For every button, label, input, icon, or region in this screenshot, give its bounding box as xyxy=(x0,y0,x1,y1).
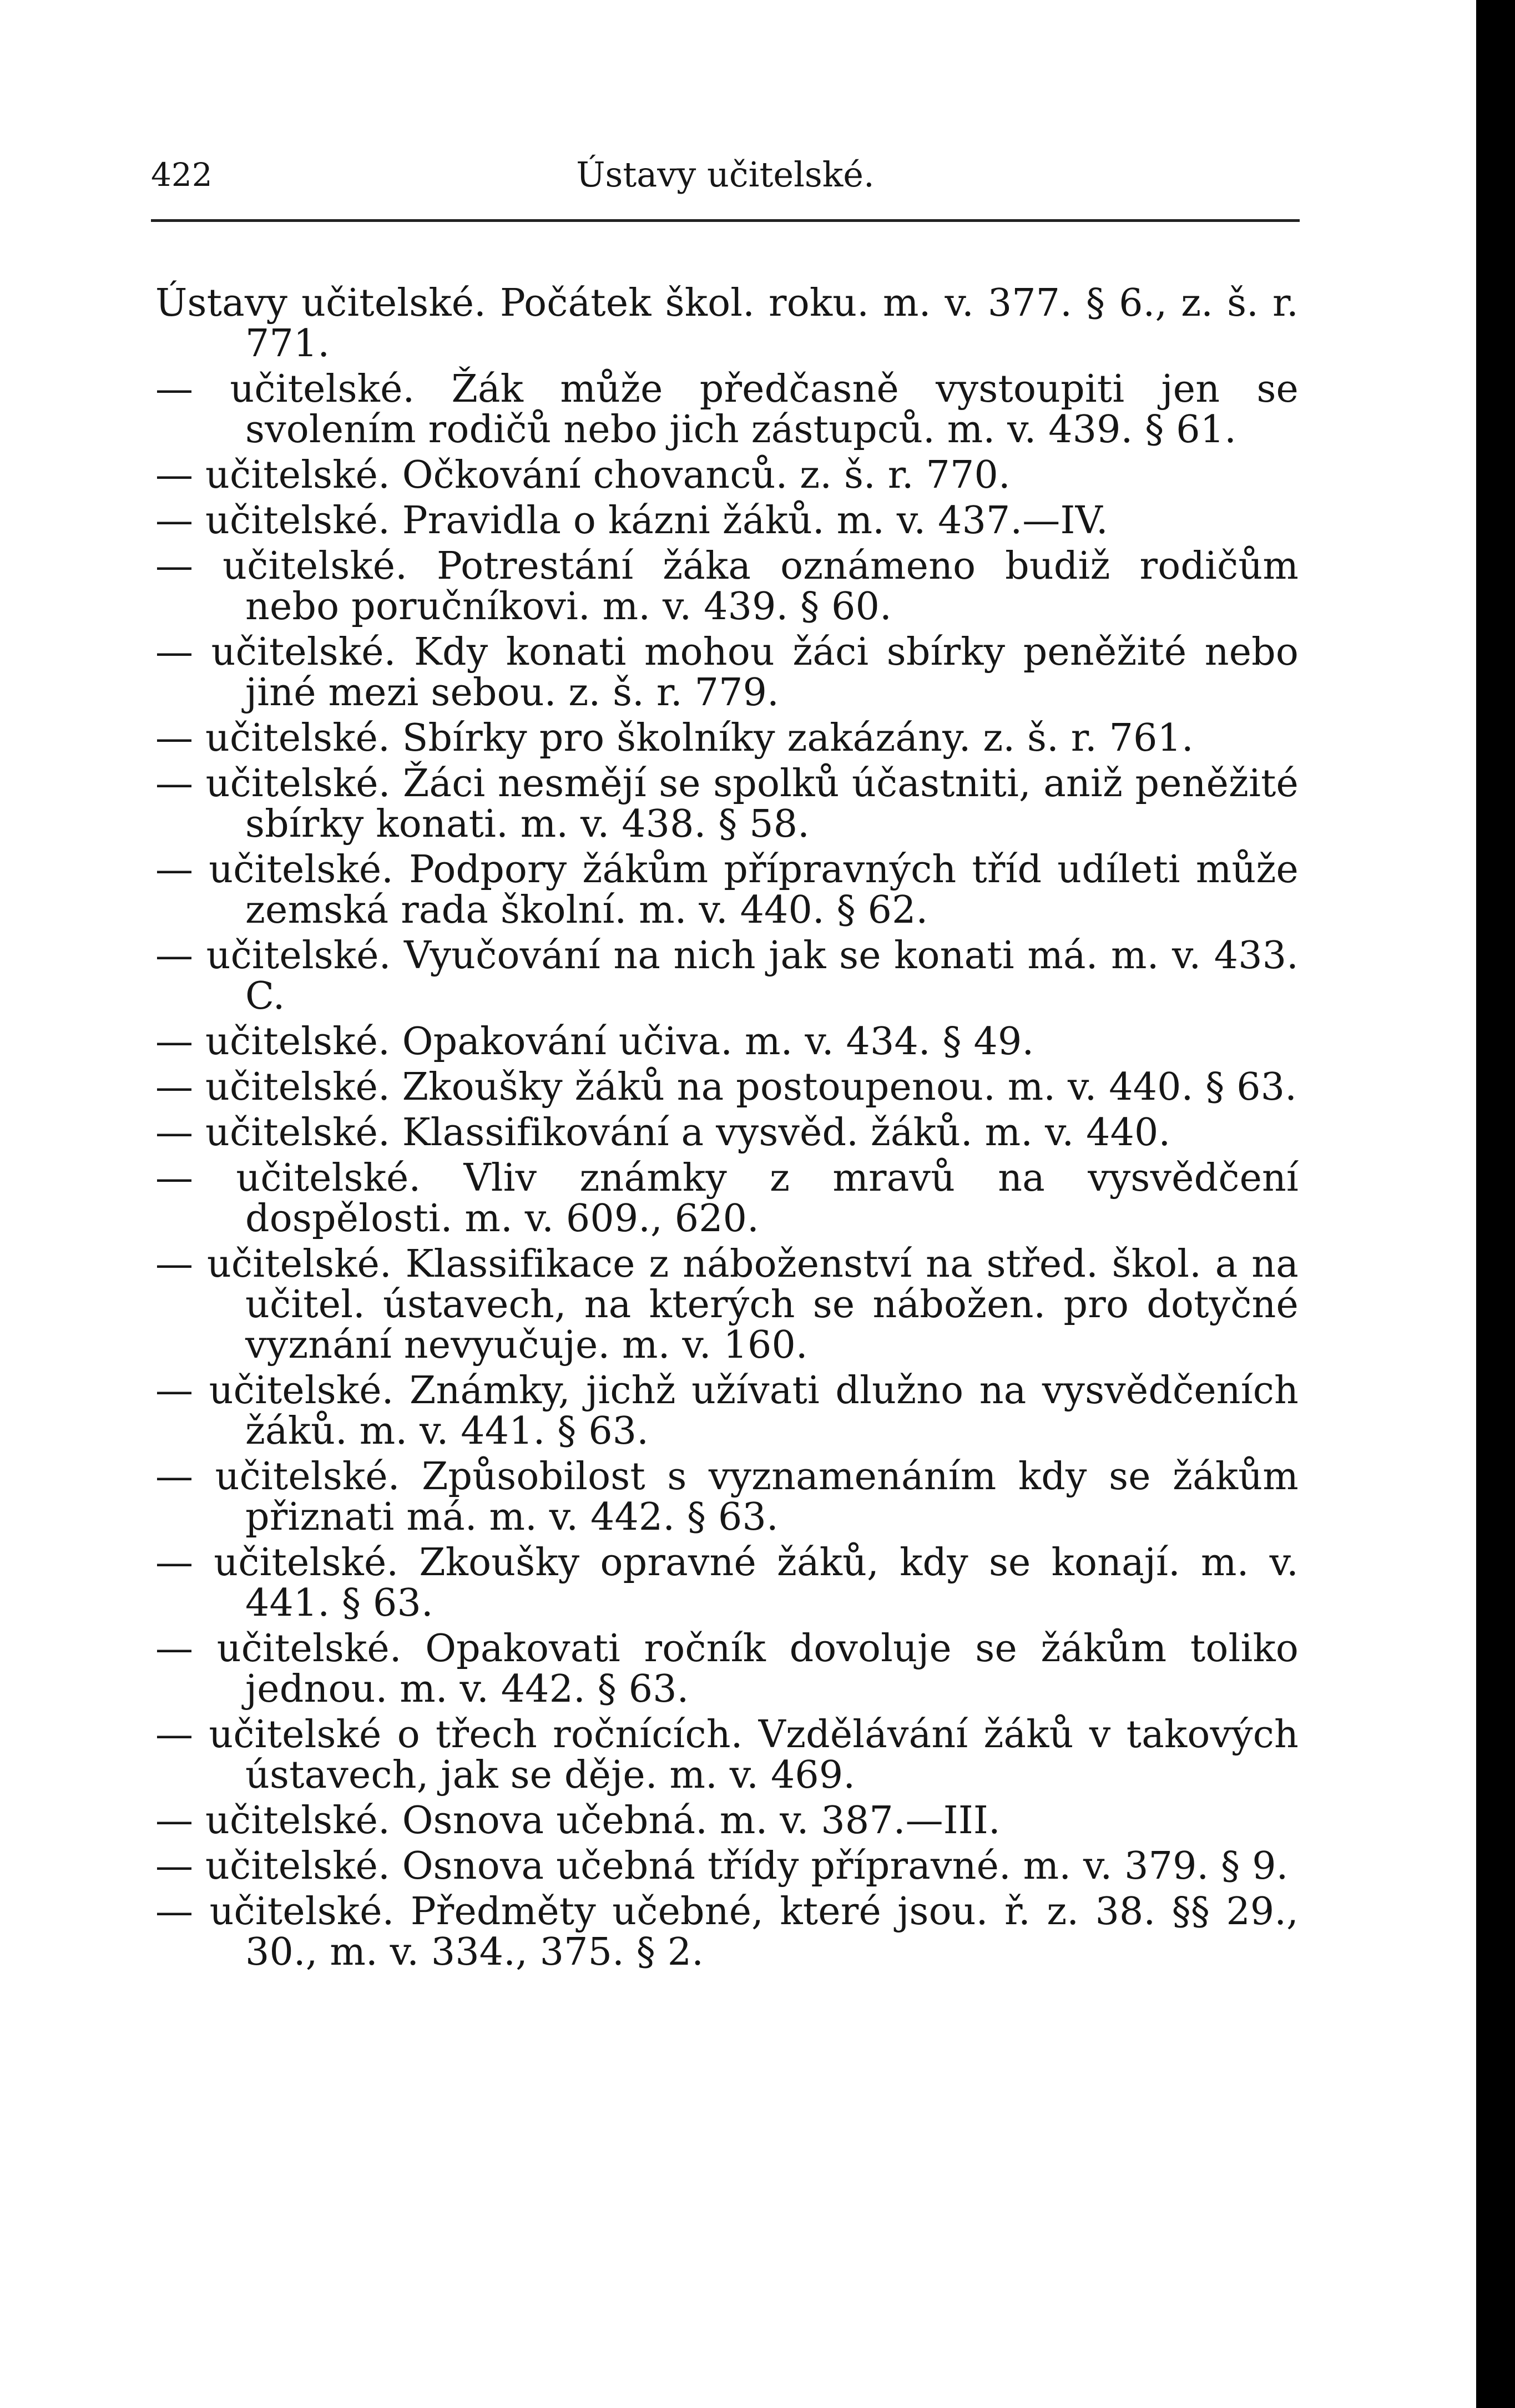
index-entry xyxy=(155,1846,1299,1886)
entry-text: — učitelské. Způsobilost s vyznamenáním kdy se žákům přiznati má. m. v. 442. § 63. xyxy=(155,1455,1299,1539)
entry-text: — učitelské. Známky, jichž užívati dlužno na vysvědčeních žáků. m. v. 441. § 63. xyxy=(155,1369,1299,1453)
entry-text: — učitelské. Klassifikace z náboženství na střed. škol. a na učitel. ústavech, na kterých se nábožen. pro dotyčné vyznání nevyučuje. m. v. 160. xyxy=(155,1242,1299,1367)
entry-text: — učitelské. Sbírky pro školníky zakázány. z. š. r. 761. xyxy=(155,716,1194,760)
index-entries xyxy=(155,283,1299,1972)
entry-text: Ústavy učitelské. Počátek škol. roku. m. v. 377. § 6., z. š. r. 771. xyxy=(155,281,1299,366)
index-entry xyxy=(155,1067,1299,1107)
index-entry xyxy=(155,1370,1299,1451)
page-number: 422 xyxy=(151,156,213,194)
page-header xyxy=(151,153,1300,197)
running-title: Ústavy učitelské. xyxy=(576,154,875,195)
entry-text: — učitelské. Klassifikování a vysvěd. žáků. m. v. 440. xyxy=(155,1111,1171,1155)
entry-text: — učitelské o třech ročnících. Vzdělávání žáků v takových ústavech, jak se děje. m. v. 469. xyxy=(155,1713,1299,1797)
index-entry xyxy=(155,1112,1299,1153)
entry-text: — učitelské. Opakování učiva. m. v. 434. § 49. xyxy=(155,1020,1034,1064)
entry-text: — učitelské. Vliv známky z mravů na vysvědčení dospělosti. m. v. 609., 620. xyxy=(155,1156,1299,1241)
index-entry xyxy=(155,935,1299,1016)
index-entry xyxy=(155,849,1299,930)
scan-dark-edge xyxy=(1476,0,1515,2408)
index-entry xyxy=(155,1542,1299,1623)
entry-text: — učitelské. Žák může předčasně vystoupiti jen se svolením rodičů nebo jich zástupců. m. v. 439. § 61. xyxy=(155,367,1299,452)
entry-text: — učitelské. Podpory žákům přípravných tříd udíleti může zemská rada školní. m. v. 440. § 62. xyxy=(155,848,1299,932)
index-entry xyxy=(155,763,1299,844)
index-entry xyxy=(155,546,1299,627)
entry-text: — učitelské. Osnova učebná. m. v. 387.—III. xyxy=(155,1799,1001,1843)
index-entry xyxy=(155,455,1299,495)
index-entry xyxy=(155,718,1299,758)
index-entry xyxy=(155,500,1299,541)
entry-text: — učitelské. Osnova učebná třídy přípravné. m. v. 379. § 9. xyxy=(155,1844,1289,1888)
entry-text: — učitelské. Očkování chovanců. z. š. r. 770. xyxy=(155,453,1011,497)
entry-text: — učitelské. Potrestání žáka oznámeno budiž rodičům nebo poručníkovi. m. v. 439. § 60. xyxy=(155,544,1299,629)
index-entry xyxy=(155,1158,1299,1239)
index-entry xyxy=(155,283,1299,364)
entry-text: — učitelské. Opakovati ročník dovoluje se žákům toliko jednou. m. v. 442. § 63. xyxy=(155,1627,1299,1711)
entry-text: — učitelské. Zkoušky žáků na postoupenou. m. v. 440. § 63. xyxy=(155,1065,1297,1109)
entry-text: — učitelské. Zkoušky opravné žáků, kdy se konají. m. v. 441. § 63. xyxy=(155,1541,1299,1625)
header-divider xyxy=(151,219,1300,222)
index-entry xyxy=(155,632,1299,713)
index-entry xyxy=(155,1628,1299,1709)
entry-text: — učitelské. Žáci nesmějí se spolků účastniti, aniž peněžité sbírky konati. m. v. 438. § 58. xyxy=(155,762,1299,846)
index-entry xyxy=(155,1244,1299,1365)
index-entry xyxy=(155,1714,1299,1795)
index-entry xyxy=(155,1800,1299,1841)
entry-text: — učitelské. Vyučování na nich jak se konati má. m. v. 433. C. xyxy=(155,934,1299,1018)
index-entry xyxy=(155,369,1299,450)
entry-text: — učitelské. Kdy konati mohou žáci sbírky peněžité nebo jiné mezi sebou. z. š. r. 779. xyxy=(155,630,1299,715)
entry-text: — učitelské. Předměty učebné, které jsou. ř. z. 38. §§ 29., 30., m. v. 334., 375. § 2. xyxy=(155,1890,1299,1974)
index-entry xyxy=(155,1891,1299,1972)
index-entry xyxy=(155,1021,1299,1062)
entry-text: — učitelské. Pravidla o kázni žáků. m. v. 437.—IV. xyxy=(155,499,1108,543)
index-entry xyxy=(155,1456,1299,1537)
